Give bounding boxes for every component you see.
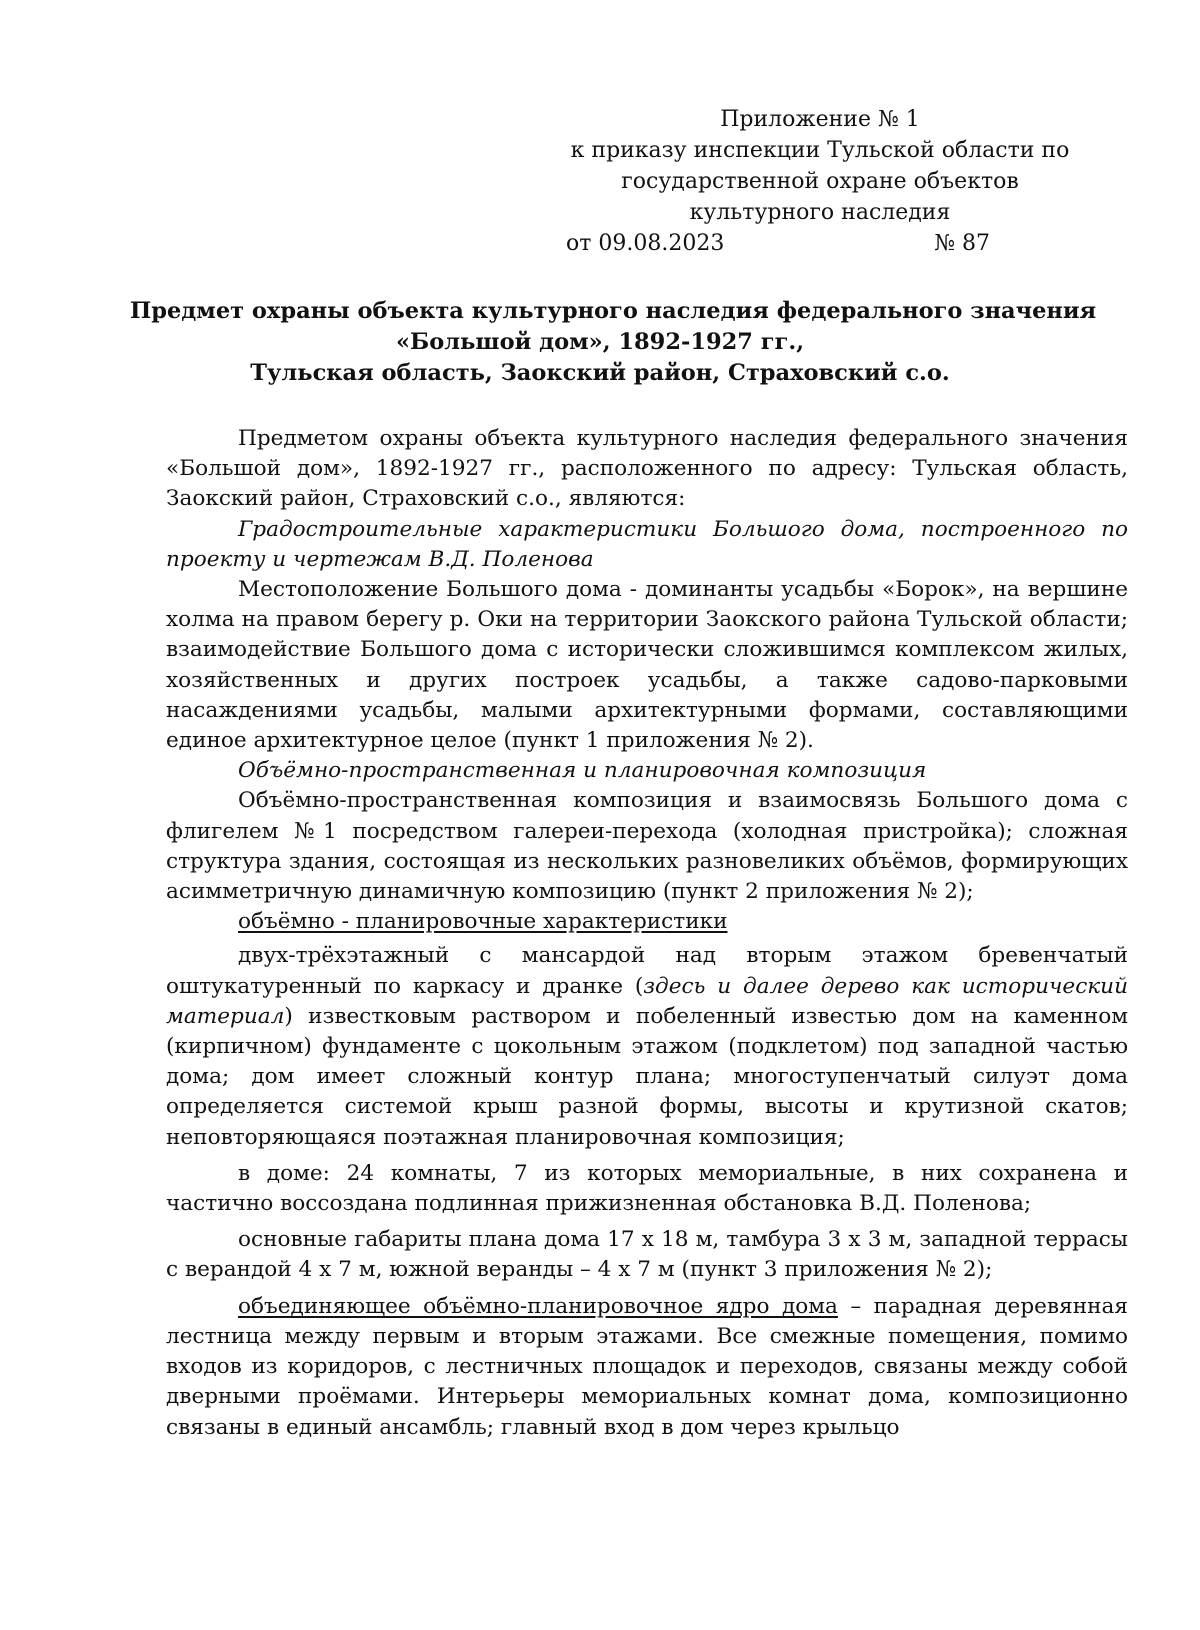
section-heading-composition: Объёмно-пространственная и планировочная композиция	[238, 758, 927, 784]
paragraph-intro: Предметом охраны объекта культурного наследия федерального значения «Большой дом», 1892-1927 гг., расположенного по адресу: Тульская область, Заокский район, Страховский с.о., являются:	[166, 426, 1128, 512]
order-number: № 87	[934, 231, 990, 256]
core-heading-text: объединяющее объёмно-планировочное ядро дома	[238, 1293, 838, 1319]
paragraph-structure	[166, 941, 1128, 1152]
paragraph-location: Местоположение Большого дома - доминанты усадьбы «Борок», на вершине холма на правом берегу р. Оки на территории Заокского района Тульской области; взаимодействие Большого дома с исторически сложившимся комплексом жилых, хозяйственных и других построек усадьбы, а также садово-парковыми насаждениями усадьбы, малыми архитектурными формами, составляющими единое архитектурное целое (пункт 1 приложения № 2).	[166, 577, 1128, 754]
appendix-line-3: государственной охране объектов	[621, 169, 1019, 194]
paragraph-composition: Объёмно-пространственная композиция и взаимосвязь Большого дома с флигелем №1 посредством галереи-перехода (холодная пристройка); сложная структура здания, состоящая из нескольких разновеликих объёмов, формирующих асимметричную динамичную композицию (пункт 2 приложения № 2);	[166, 788, 1128, 905]
appendix-line-4: культурного наследия	[689, 200, 951, 225]
paragraph-dimensions: основные габариты плана дома 17 х 18 м, тамбура 3 х 3 м, западной террасы с верандой 4 х 7 м, южной веранды – 4 х 7 м (пункт 3 приложения № 2);	[166, 1227, 1128, 1283]
paragraph-rooms: в доме: 24 комнаты, 7 из которых мемориальные, в них сохранена и частично воссоздана подлинная прижизненная обстановка В.Д. Поленова;	[166, 1160, 1128, 1217]
structure-text-a: двух-трёхэтажный с мансардой над вторым этажом бревенчатый оштукатуренный по каркасу и дранке (	[166, 943, 1128, 999]
title-line-3: Тульская область, Заокский район, Страховский с.о.	[250, 360, 950, 386]
paragraph-core	[166, 1292, 1128, 1443]
document-title	[130, 296, 1097, 389]
core-text: – парадная деревянная лестница между первым и вторым этажами. Все смежные помещения, помимо входов из коридоров, с лестничных площадок и переходов, связаны между собой дверными проёмами. Интерьеры мемориальных комнат дома, композиционно связаны в единый ансамбль; главный вход в дом через крыльцо	[166, 1293, 1128, 1440]
planning-heading-text: объёмно - планировочные характеристики	[238, 909, 728, 935]
appendix-line-2: к приказу инспекции Тульской области по	[570, 138, 1070, 163]
section-heading-urban: Градостроительные характеристики Большого дома, построенного по проекту и чертежам В.Д. Поленова	[166, 516, 1128, 572]
title-line-1: Предмет охраны объекта культурного наследия федерального значения	[130, 298, 1097, 324]
structure-text-italic: здесь и далее дерево как исторический материал	[166, 973, 1128, 1029]
appendix-line-1: Приложение № 1	[720, 107, 920, 132]
section-heading-planning	[166, 907, 1128, 937]
document-body	[166, 424, 1128, 1443]
appendix-date-row	[560, 228, 1080, 259]
title-line-2: «Большой дом», 1892-1927 гг.,	[395, 329, 805, 355]
structure-text-b: ) известковым раствором и побеленный известью дом на каменном (кирпичном) фундаменте с цокольным этажом (подклетом) под западной частью дома; дом имеет сложный контур плана; многоступенчатый силуэт дома определяется системой крыш разной формы, высоты и крутизной скатов; неповторяющаяся поэтажная планировочная композиция;	[166, 1003, 1128, 1150]
order-date: от 09.08.2023	[566, 231, 725, 256]
appendix-header	[560, 104, 1080, 259]
